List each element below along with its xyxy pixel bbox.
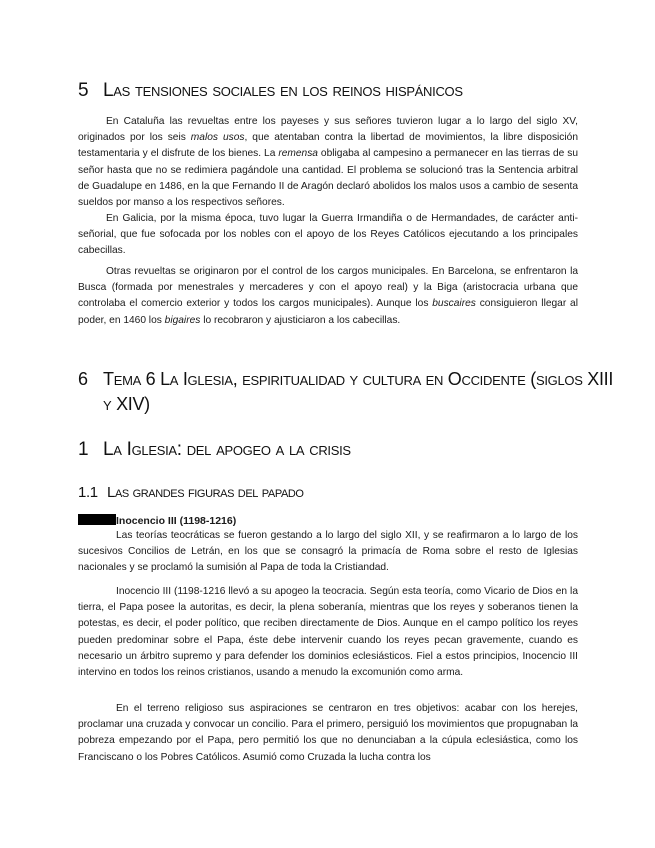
paragraph-barcelona: Otras revueltas se originaron por el control de los cargos municipales. En Barcelona, se enfrentaron la Busca (formada por menestrales y mercaderes y con el apoyo real) y la Biga (aristocracia urbana que controlaba el comercio exterior y todos los cargos municipales). Aunque los buscaires consiguieron llegar al poder, en 1460 los bigaires lo recobraron y ajusticiaron a los cabecillas.: [78, 266, 578, 326]
paragraph-teocracia: Las teorías teocráticas se fueron gestando a lo largo del siglo XII, y se reafirmaron a lo largo de los sucesivos Concilios de Letrán, en los que se consagró la primacía de Roma sobre el resto de Iglesias nacionales y se proclamó la sumisión al Papa de toda la Cristiandad.: [78, 530, 578, 574]
section-title: Las tensiones sociales en los reinos hispánicos: [103, 80, 463, 101]
paragraph-cataluna: En Cataluña las revueltas entre los payeses y sus señores tuvieron lugar a lo largo del siglo XV, originados por los seis malos usos, que atentaban contra la libertad de movimientos, la libre disposición testamentaria y el disfrute de los bienes. La remensa obligaba al campesino a permanecer en las tierras de su señor hasta que no se redimiera pagándole una cantidad. El problema se solucionó tras la Sentencia arbitral de Guadalupe en 1486, en la que Fernando II de Aragón declaró abolidos los malos usos a cambio de sesenta sueldos por manso a los respectivos señores.: [78, 116, 578, 209]
redaction-mark: [78, 514, 116, 525]
section-title-line1: Tema 6 La Iglesia, espiritualidad y cultura en Occidente (siglos XIII: [103, 369, 614, 389]
section-number: 5: [78, 80, 89, 101]
paragraph-galicia: En Galicia, por la misma época, tuvo lugar la Guerra Irmandiña o de Hermandades, de carácter anti-señorial, que fue sofocada por los nobles con el apoyo de los Reyes Católicos ejecutando a los principales cabecillas.: [78, 213, 578, 257]
section-number: 6: [78, 369, 88, 389]
section-title: Las grandes figuras del papado: [107, 484, 304, 501]
section-title: La Iglesia: del apogeo a la crisis: [103, 439, 351, 460]
inocencio-heading: [78, 514, 236, 527]
paragraph-inocencio: Inocencio III (1198-1216 llevó a su apogeo la teocracia. Según esta teoría, como Vicario de Dios en la tierra, el Papa posee la autoritas, es decir, la plena soberanía, mientras que los reyes y soberanos tienen la potestas, es decir, el poder político, que reciben directamente de Dios. Aunque en el campo político los reyes pueden predominar sobre el Papa, éste debe intervenir cuando los reyes pecan gravemente, cuando es necesario un árbitro supremo y para defender los dominios eclesiásticos. Fiel a estos principios, Inocencio III intervino en todos los reinos cristianos, usando a menudo la excomunión como arma.: [78, 586, 578, 679]
inocencio-heading-text: Inocencio III (1198-1216): [116, 515, 237, 527]
section-title-line2: y XIV): [103, 394, 150, 414]
section-number: 1.1: [78, 484, 98, 501]
paragraph-terreno-religioso: En el terreno religioso sus aspiraciones se centraron en tres objetivos: acabar con los herejes, proclamar una cruzada y convocar un concilio. Para el primero, persiguió los movimientos que propugnaban la pobreza empezando por el Papa, pero permitió los que no denunciaban a la cúpula eclesiástica, como los Franciscano o los Pobres Católicos. Asumió como Cruzada la lucha contra los: [78, 703, 578, 763]
section-number: 1: [78, 439, 89, 460]
